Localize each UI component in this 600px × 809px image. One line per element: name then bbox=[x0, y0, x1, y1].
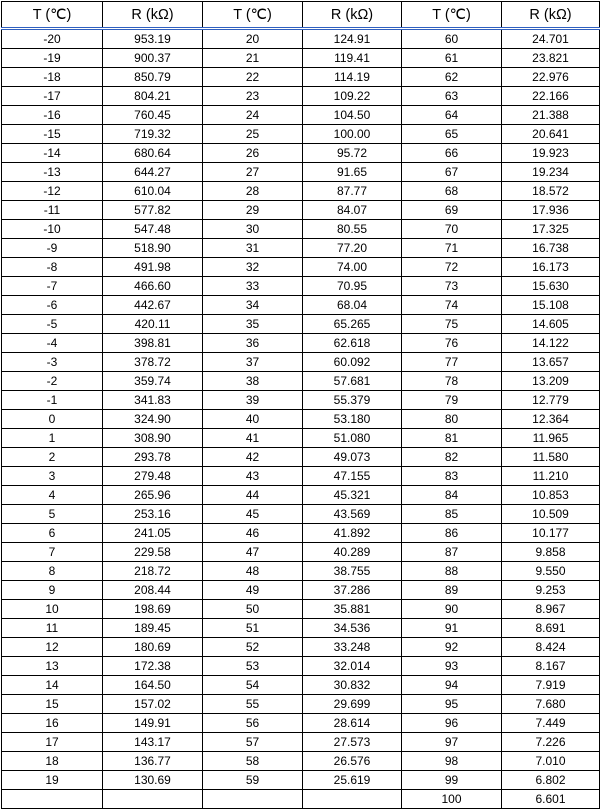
resistance-cell: 164.50 bbox=[103, 676, 203, 695]
resistance-cell: 8.424 bbox=[502, 638, 600, 657]
resistance-cell: 16.173 bbox=[502, 258, 600, 277]
resistance-cell: 17.936 bbox=[502, 201, 600, 220]
temperature-cell: 17 bbox=[2, 733, 103, 752]
temperature-cell: -9 bbox=[2, 239, 103, 258]
resistance-cell: 14.605 bbox=[502, 315, 600, 334]
table-header bbox=[2, 2, 600, 29]
resistance-cell: 7.680 bbox=[502, 695, 600, 714]
temperature-cell: 32 bbox=[203, 258, 303, 277]
temperature-cell: 92 bbox=[402, 638, 502, 657]
temperature-cell: 93 bbox=[402, 657, 502, 676]
temperature-cell: 48 bbox=[203, 562, 303, 581]
resistance-cell: 60.092 bbox=[303, 353, 402, 372]
resistance-cell: 53.180 bbox=[303, 410, 402, 429]
resistance-cell: 19.923 bbox=[502, 144, 600, 163]
temperature-cell: -12 bbox=[2, 182, 103, 201]
temperature-cell: 19 bbox=[2, 771, 103, 790]
temperature-cell: 20 bbox=[203, 29, 303, 49]
resistance-cell: 9.253 bbox=[502, 581, 600, 600]
temperature-cell: 66 bbox=[402, 144, 502, 163]
resistance-cell: 8.167 bbox=[502, 657, 600, 676]
resistance-cell: 43.569 bbox=[303, 505, 402, 524]
resistance-cell: 491.98 bbox=[103, 258, 203, 277]
resistance-cell: 20.641 bbox=[502, 125, 600, 144]
resistance-cell: 109.22 bbox=[303, 87, 402, 106]
temperature-cell: 44 bbox=[203, 486, 303, 505]
temperature-cell: 64 bbox=[402, 106, 502, 125]
resistance-cell: 104.50 bbox=[303, 106, 402, 125]
resistance-cell: 577.82 bbox=[103, 201, 203, 220]
resistance-cell: 13.657 bbox=[502, 353, 600, 372]
temperature-cell: 56 bbox=[203, 714, 303, 733]
table-row bbox=[2, 695, 600, 714]
temperature-cell: 22 bbox=[203, 68, 303, 87]
temperature-cell: 37 bbox=[203, 353, 303, 372]
resistance-cell: 265.96 bbox=[103, 486, 203, 505]
table-row bbox=[2, 372, 600, 391]
table-row bbox=[2, 220, 600, 239]
resistance-cell: 100.00 bbox=[303, 125, 402, 144]
resistance-cell: 359.74 bbox=[103, 372, 203, 391]
resistance-cell: 130.69 bbox=[103, 771, 203, 790]
resistance-cell: 114.19 bbox=[303, 68, 402, 87]
temperature-cell: -16 bbox=[2, 106, 103, 125]
resistance-cell: 324.90 bbox=[103, 410, 203, 429]
temperature-cell: 74 bbox=[402, 296, 502, 315]
resistance-cell: 208.44 bbox=[103, 581, 203, 600]
resistance-cell: 804.21 bbox=[103, 87, 203, 106]
temperature-cell: -20 bbox=[2, 29, 103, 49]
temperature-cell: 16 bbox=[2, 714, 103, 733]
resistance-cell: 149.91 bbox=[103, 714, 203, 733]
temperature-cell: 6 bbox=[2, 524, 103, 543]
resistance-cell: 7.449 bbox=[502, 714, 600, 733]
temperature-cell: 14 bbox=[2, 676, 103, 695]
resistance-cell: 9.550 bbox=[502, 562, 600, 581]
table-row bbox=[2, 296, 600, 315]
resistance-cell: 180.69 bbox=[103, 638, 203, 657]
table-row bbox=[2, 524, 600, 543]
temperature-cell: 12 bbox=[2, 638, 103, 657]
table-row bbox=[2, 239, 600, 258]
temperature-cell: -7 bbox=[2, 277, 103, 296]
temperature-cell: 91 bbox=[402, 619, 502, 638]
temperature-cell: 27 bbox=[203, 163, 303, 182]
resistance-cell: 398.81 bbox=[103, 334, 203, 353]
resistance-cell: 28.614 bbox=[303, 714, 402, 733]
resistance-cell: 27.573 bbox=[303, 733, 402, 752]
temperature-cell: 87 bbox=[402, 543, 502, 562]
header-temperature-2: T (℃) bbox=[203, 2, 303, 29]
resistance-cell: 218.72 bbox=[103, 562, 203, 581]
temperature-cell: 34 bbox=[203, 296, 303, 315]
temperature-cell: 99 bbox=[402, 771, 502, 790]
resistance-cell: 13.209 bbox=[502, 372, 600, 391]
resistance-cell: 7.226 bbox=[502, 733, 600, 752]
temperature-cell: 77 bbox=[402, 353, 502, 372]
resistance-cell: 87.77 bbox=[303, 182, 402, 201]
resistance-cell: 241.05 bbox=[103, 524, 203, 543]
temperature-cell: 28 bbox=[203, 182, 303, 201]
resistance-cell: 51.080 bbox=[303, 429, 402, 448]
resistance-cell: 41.892 bbox=[303, 524, 402, 543]
temperature-cell: -13 bbox=[2, 163, 103, 182]
temperature-cell: 29 bbox=[203, 201, 303, 220]
temperature-cell: 4 bbox=[2, 486, 103, 505]
resistance-cell: 95.72 bbox=[303, 144, 402, 163]
temperature-cell: 36 bbox=[203, 334, 303, 353]
resistance-cell: 466.60 bbox=[103, 277, 203, 296]
temperature-cell: 98 bbox=[402, 752, 502, 771]
resistance-cell: 547.48 bbox=[103, 220, 203, 239]
resistance-cell: 91.65 bbox=[303, 163, 402, 182]
header-temperature-1: T (℃) bbox=[2, 2, 103, 29]
resistance-cell: 11.210 bbox=[502, 467, 600, 486]
resistance-cell: 25.619 bbox=[303, 771, 402, 790]
resistance-cell: 518.90 bbox=[103, 239, 203, 258]
temperature-cell: 88 bbox=[402, 562, 502, 581]
table-row bbox=[2, 125, 600, 144]
temperature-cell: 65 bbox=[402, 125, 502, 144]
temperature-cell: 97 bbox=[402, 733, 502, 752]
header-temperature-3: T (℃) bbox=[402, 2, 502, 29]
temperature-cell: 83 bbox=[402, 467, 502, 486]
temperature-cell: 80 bbox=[402, 410, 502, 429]
resistance-cell: 953.19 bbox=[103, 29, 203, 49]
temperature-cell: 89 bbox=[402, 581, 502, 600]
resistance-cell: 21.388 bbox=[502, 106, 600, 125]
resistance-cell: 850.79 bbox=[103, 68, 203, 87]
temperature-cell: 23 bbox=[203, 87, 303, 106]
resistance-cell: 6.802 bbox=[502, 771, 600, 790]
temperature-cell: 62 bbox=[402, 68, 502, 87]
temperature-cell: 78 bbox=[402, 372, 502, 391]
resistance-cell: 378.72 bbox=[103, 353, 203, 372]
table-row bbox=[2, 201, 600, 220]
header-resistance-3: R (kΩ) bbox=[502, 2, 600, 29]
temperature-cell bbox=[203, 790, 303, 809]
table-row bbox=[2, 163, 600, 182]
temperature-cell: 68 bbox=[402, 182, 502, 201]
table-row bbox=[2, 68, 600, 87]
resistance-cell: 610.04 bbox=[103, 182, 203, 201]
temperature-cell: 30 bbox=[203, 220, 303, 239]
resistance-cell: 24.701 bbox=[502, 29, 600, 49]
temperature-cell: 46 bbox=[203, 524, 303, 543]
temperature-cell: 72 bbox=[402, 258, 502, 277]
temperature-cell: 45 bbox=[203, 505, 303, 524]
header-resistance-1: R (kΩ) bbox=[103, 2, 203, 29]
temperature-cell: 2 bbox=[2, 448, 103, 467]
table-row bbox=[2, 467, 600, 486]
resistance-cell: 308.90 bbox=[103, 429, 203, 448]
resistance-cell: 11.965 bbox=[502, 429, 600, 448]
table-row bbox=[2, 581, 600, 600]
temperature-cell: 9 bbox=[2, 581, 103, 600]
resistance-cell: 14.122 bbox=[502, 334, 600, 353]
temperature-cell: 26 bbox=[203, 144, 303, 163]
temperature-cell: 50 bbox=[203, 600, 303, 619]
temperature-cell: 11 bbox=[2, 619, 103, 638]
resistance-cell: 341.83 bbox=[103, 391, 203, 410]
resistance-cell: 12.779 bbox=[502, 391, 600, 410]
table-row bbox=[2, 315, 600, 334]
table-row bbox=[2, 410, 600, 429]
temperature-cell: -11 bbox=[2, 201, 103, 220]
temperature-cell: 76 bbox=[402, 334, 502, 353]
temperature-cell: 8 bbox=[2, 562, 103, 581]
resistance-cell: 35.881 bbox=[303, 600, 402, 619]
resistance-cell: 80.55 bbox=[303, 220, 402, 239]
table-row bbox=[2, 600, 600, 619]
temperature-cell: -18 bbox=[2, 68, 103, 87]
temperature-cell: 51 bbox=[203, 619, 303, 638]
temperature-cell: 94 bbox=[402, 676, 502, 695]
table-row bbox=[2, 258, 600, 277]
temperature-cell: 84 bbox=[402, 486, 502, 505]
resistance-cell: 15.108 bbox=[502, 296, 600, 315]
temperature-cell: 86 bbox=[402, 524, 502, 543]
resistance-cell: 7.919 bbox=[502, 676, 600, 695]
temperature-cell: -19 bbox=[2, 49, 103, 68]
resistance-cell: 34.536 bbox=[303, 619, 402, 638]
temperature-cell: 60 bbox=[402, 29, 502, 49]
resistance-cell: 37.286 bbox=[303, 581, 402, 600]
temperature-cell: 31 bbox=[203, 239, 303, 258]
temperature-cell: 33 bbox=[203, 277, 303, 296]
temperature-cell: 73 bbox=[402, 277, 502, 296]
temperature-cell: 18 bbox=[2, 752, 103, 771]
temperature-cell: 90 bbox=[402, 600, 502, 619]
temperature-cell: 10 bbox=[2, 600, 103, 619]
resistance-cell: 253.16 bbox=[103, 505, 203, 524]
temperature-cell: 7 bbox=[2, 543, 103, 562]
resistance-cell: 45.321 bbox=[303, 486, 402, 505]
resistance-cell: 7.010 bbox=[502, 752, 600, 771]
table-row bbox=[2, 714, 600, 733]
table-row bbox=[2, 619, 600, 638]
resistance-cell: 10.853 bbox=[502, 486, 600, 505]
temperature-cell: -2 bbox=[2, 372, 103, 391]
table-row bbox=[2, 106, 600, 125]
resistance-cell: 10.509 bbox=[502, 505, 600, 524]
table-row bbox=[2, 391, 600, 410]
temperature-cell: 53 bbox=[203, 657, 303, 676]
temperature-cell: -14 bbox=[2, 144, 103, 163]
temperature-cell: 70 bbox=[402, 220, 502, 239]
temperature-cell: -6 bbox=[2, 296, 103, 315]
table-row bbox=[2, 771, 600, 790]
temperature-cell: 54 bbox=[203, 676, 303, 695]
resistance-cell: 19.234 bbox=[502, 163, 600, 182]
table-row bbox=[2, 353, 600, 372]
resistance-cell: 119.41 bbox=[303, 49, 402, 68]
temperature-cell: 24 bbox=[203, 106, 303, 125]
resistance-cell: 900.37 bbox=[103, 49, 203, 68]
resistance-cell: 143.17 bbox=[103, 733, 203, 752]
resistance-cell: 8.691 bbox=[502, 619, 600, 638]
temperature-cell: 40 bbox=[203, 410, 303, 429]
resistance-cell: 17.325 bbox=[502, 220, 600, 239]
temperature-cell: 41 bbox=[203, 429, 303, 448]
temperature-cell: -15 bbox=[2, 125, 103, 144]
table-row bbox=[2, 657, 600, 676]
resistance-cell bbox=[303, 790, 402, 809]
resistance-cell: 18.572 bbox=[502, 182, 600, 201]
resistance-cell: 136.77 bbox=[103, 752, 203, 771]
resistance-cell: 65.265 bbox=[303, 315, 402, 334]
table-row bbox=[2, 334, 600, 353]
temperature-cell: 100 bbox=[402, 790, 502, 809]
temperature-cell: 71 bbox=[402, 239, 502, 258]
resistance-cell: 124.91 bbox=[303, 29, 402, 49]
resistance-cell: 644.27 bbox=[103, 163, 203, 182]
resistance-cell: 198.69 bbox=[103, 600, 203, 619]
temperature-cell: 42 bbox=[203, 448, 303, 467]
temperature-cell: 13 bbox=[2, 657, 103, 676]
temperature-cell: 21 bbox=[203, 49, 303, 68]
resistance-temperature-table bbox=[1, 1, 600, 809]
temperature-cell: 49 bbox=[203, 581, 303, 600]
table-row bbox=[2, 144, 600, 163]
temperature-cell: 75 bbox=[402, 315, 502, 334]
resistance-cell: 38.755 bbox=[303, 562, 402, 581]
header-resistance-2: R (kΩ) bbox=[303, 2, 402, 29]
temperature-cell: -10 bbox=[2, 220, 103, 239]
resistance-cell: 74.00 bbox=[303, 258, 402, 277]
temperature-cell: 38 bbox=[203, 372, 303, 391]
temperature-cell: -3 bbox=[2, 353, 103, 372]
table-row bbox=[2, 505, 600, 524]
temperature-cell: -8 bbox=[2, 258, 103, 277]
temperature-cell: 15 bbox=[2, 695, 103, 714]
resistance-cell: 189.45 bbox=[103, 619, 203, 638]
table-row bbox=[2, 49, 600, 68]
table-row bbox=[2, 562, 600, 581]
temperature-cell: 52 bbox=[203, 638, 303, 657]
table-row bbox=[2, 638, 600, 657]
table-row bbox=[2, 733, 600, 752]
table-row bbox=[2, 676, 600, 695]
resistance-cell: 293.78 bbox=[103, 448, 203, 467]
temperature-cell: 63 bbox=[402, 87, 502, 106]
temperature-cell: 25 bbox=[203, 125, 303, 144]
resistance-cell: 420.11 bbox=[103, 315, 203, 334]
temperature-cell: 95 bbox=[402, 695, 502, 714]
temperature-cell: 0 bbox=[2, 410, 103, 429]
resistance-cell: 29.699 bbox=[303, 695, 402, 714]
table-row bbox=[2, 752, 600, 771]
table-row bbox=[2, 29, 600, 49]
resistance-cell: 33.248 bbox=[303, 638, 402, 657]
temperature-cell: 3 bbox=[2, 467, 103, 486]
temperature-cell: 43 bbox=[203, 467, 303, 486]
table-row bbox=[2, 448, 600, 467]
temperature-cell: 57 bbox=[203, 733, 303, 752]
table-row bbox=[2, 87, 600, 106]
resistance-cell: 32.014 bbox=[303, 657, 402, 676]
temperature-cell: 47 bbox=[203, 543, 303, 562]
resistance-cell: 6.601 bbox=[502, 790, 600, 809]
temperature-cell: 58 bbox=[203, 752, 303, 771]
table-row bbox=[2, 429, 600, 448]
resistance-cell: 11.580 bbox=[502, 448, 600, 467]
resistance-cell: 229.58 bbox=[103, 543, 203, 562]
temperature-cell: 55 bbox=[203, 695, 303, 714]
resistance-cell: 12.364 bbox=[502, 410, 600, 429]
resistance-cell: 62.618 bbox=[303, 334, 402, 353]
temperature-cell bbox=[2, 790, 103, 809]
temperature-cell: 79 bbox=[402, 391, 502, 410]
temperature-cell: 61 bbox=[402, 49, 502, 68]
temperature-cell: -4 bbox=[2, 334, 103, 353]
temperature-cell: 69 bbox=[402, 201, 502, 220]
resistance-cell: 30.832 bbox=[303, 676, 402, 695]
resistance-cell bbox=[103, 790, 203, 809]
temperature-cell: -5 bbox=[2, 315, 103, 334]
resistance-cell: 760.45 bbox=[103, 106, 203, 125]
resistance-cell: 15.630 bbox=[502, 277, 600, 296]
resistance-cell: 23.821 bbox=[502, 49, 600, 68]
table-body bbox=[2, 29, 600, 809]
resistance-cell: 8.967 bbox=[502, 600, 600, 619]
resistance-cell: 157.02 bbox=[103, 695, 203, 714]
table-row bbox=[2, 486, 600, 505]
resistance-cell: 77.20 bbox=[303, 239, 402, 258]
temperature-cell: 85 bbox=[402, 505, 502, 524]
resistance-cell: 57.681 bbox=[303, 372, 402, 391]
resistance-cell: 719.32 bbox=[103, 125, 203, 144]
resistance-cell: 9.858 bbox=[502, 543, 600, 562]
table-row bbox=[2, 543, 600, 562]
temperature-cell: 5 bbox=[2, 505, 103, 524]
temperature-cell: 1 bbox=[2, 429, 103, 448]
temperature-cell: -1 bbox=[2, 391, 103, 410]
temperature-cell: 67 bbox=[402, 163, 502, 182]
resistance-cell: 70.95 bbox=[303, 277, 402, 296]
temperature-cell: 39 bbox=[203, 391, 303, 410]
resistance-cell: 68.04 bbox=[303, 296, 402, 315]
resistance-cell: 47.155 bbox=[303, 467, 402, 486]
resistance-cell: 55.379 bbox=[303, 391, 402, 410]
table-row bbox=[2, 277, 600, 296]
table-row bbox=[2, 182, 600, 201]
temperature-cell: 82 bbox=[402, 448, 502, 467]
resistance-cell: 442.67 bbox=[103, 296, 203, 315]
resistance-cell: 49.073 bbox=[303, 448, 402, 467]
resistance-cell: 22.166 bbox=[502, 87, 600, 106]
resistance-cell: 279.48 bbox=[103, 467, 203, 486]
temperature-cell: 35 bbox=[203, 315, 303, 334]
temperature-cell: 96 bbox=[402, 714, 502, 733]
header-row bbox=[2, 2, 600, 29]
temperature-cell: 81 bbox=[402, 429, 502, 448]
temperature-cell: 59 bbox=[203, 771, 303, 790]
resistance-cell: 10.177 bbox=[502, 524, 600, 543]
resistance-cell: 16.738 bbox=[502, 239, 600, 258]
table-row bbox=[2, 790, 600, 809]
temperature-cell: -17 bbox=[2, 87, 103, 106]
resistance-cell: 22.976 bbox=[502, 68, 600, 87]
resistance-cell: 84.07 bbox=[303, 201, 402, 220]
resistance-cell: 40.289 bbox=[303, 543, 402, 562]
resistance-cell: 172.38 bbox=[103, 657, 203, 676]
resistance-cell: 680.64 bbox=[103, 144, 203, 163]
resistance-cell: 26.576 bbox=[303, 752, 402, 771]
